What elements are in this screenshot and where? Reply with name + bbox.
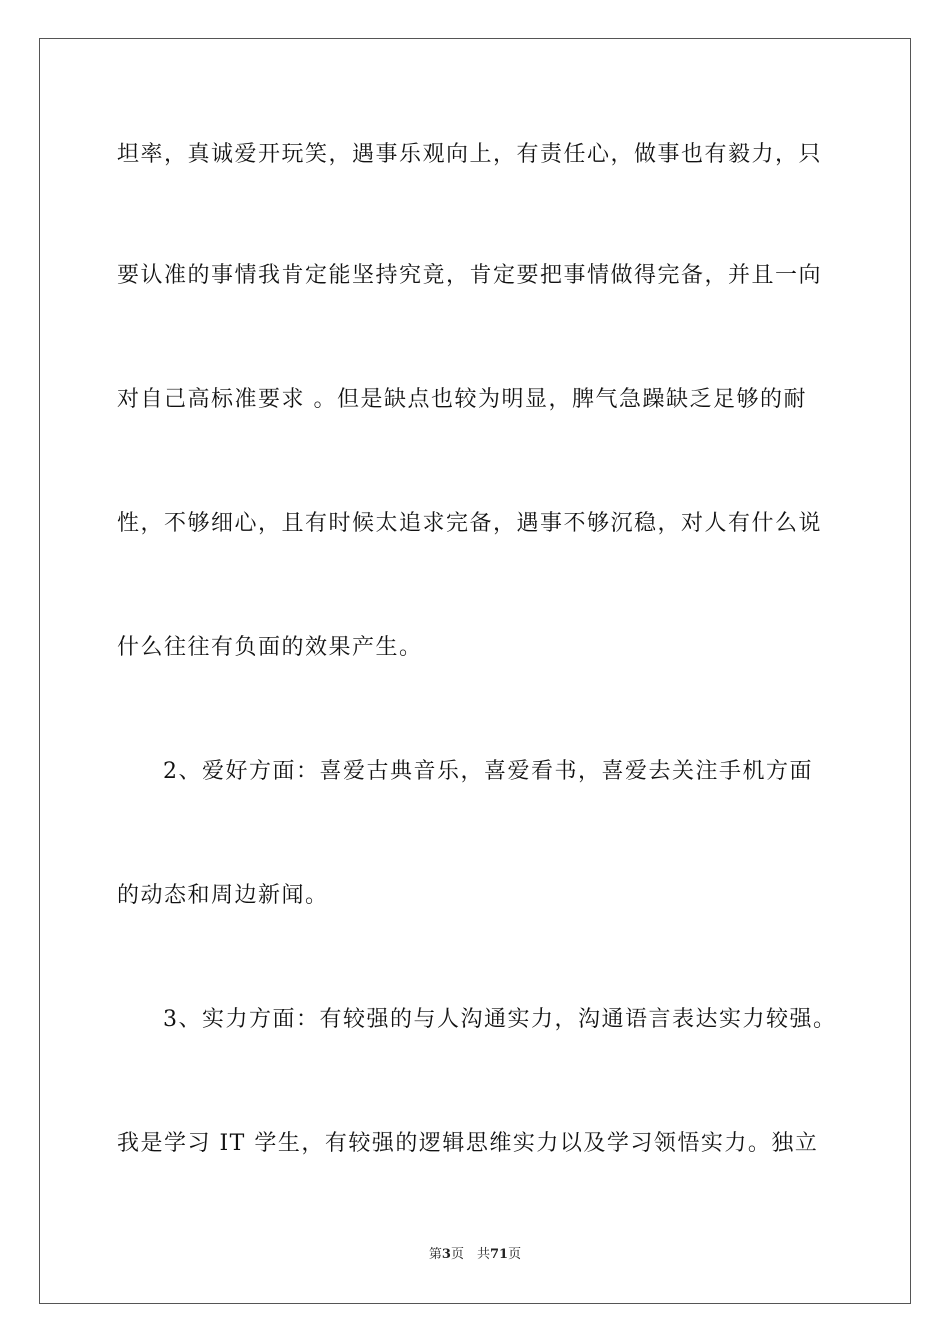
footer-suffix: 页 [508, 1247, 522, 1262]
paragraph-line: 对自己高标准要求 。但是缺点也较为明显，脾气急躁缺乏足够的耐 [117, 387, 807, 412]
footer-prefix: 第 [428, 1247, 442, 1262]
paragraph-line: 性，不够细心，且有时候太追求完备，遇事不够沉稳，对人有什么说 [117, 511, 823, 536]
paragraph-line: 我是学习 IT 学生，有较强的逻辑思维实力以及学习领悟实力。独立 [117, 1131, 819, 1156]
paragraph-line-indented: 3、实力方面：有较强的与人沟通实力，沟通语言表达实力较强。 [163, 1007, 837, 1032]
paragraph-line-indented: 2、爱好方面：喜爱古典音乐，喜爱看书，喜爱去关注手机方面 [163, 759, 813, 784]
footer-total-pages: 71 [489, 1247, 509, 1262]
page-border [39, 38, 911, 1304]
page-footer [0, 1246, 950, 1264]
paragraph-line: 什么往往有负面的效果产生。 [117, 635, 423, 660]
paragraph-line: 的动态和周边新闻。 [117, 883, 329, 908]
footer-page-number: 3 [441, 1247, 451, 1262]
footer-mid: 页 共 [450, 1247, 490, 1262]
paragraph-line: 要认准的事情我肯定能坚持究竟，肯定要把事情做得完备，并且一向 [117, 263, 823, 288]
paragraph-line: 坦率，真诚爱开玩笑，遇事乐观向上，有责任心，做事也有毅力，只 [117, 142, 823, 167]
